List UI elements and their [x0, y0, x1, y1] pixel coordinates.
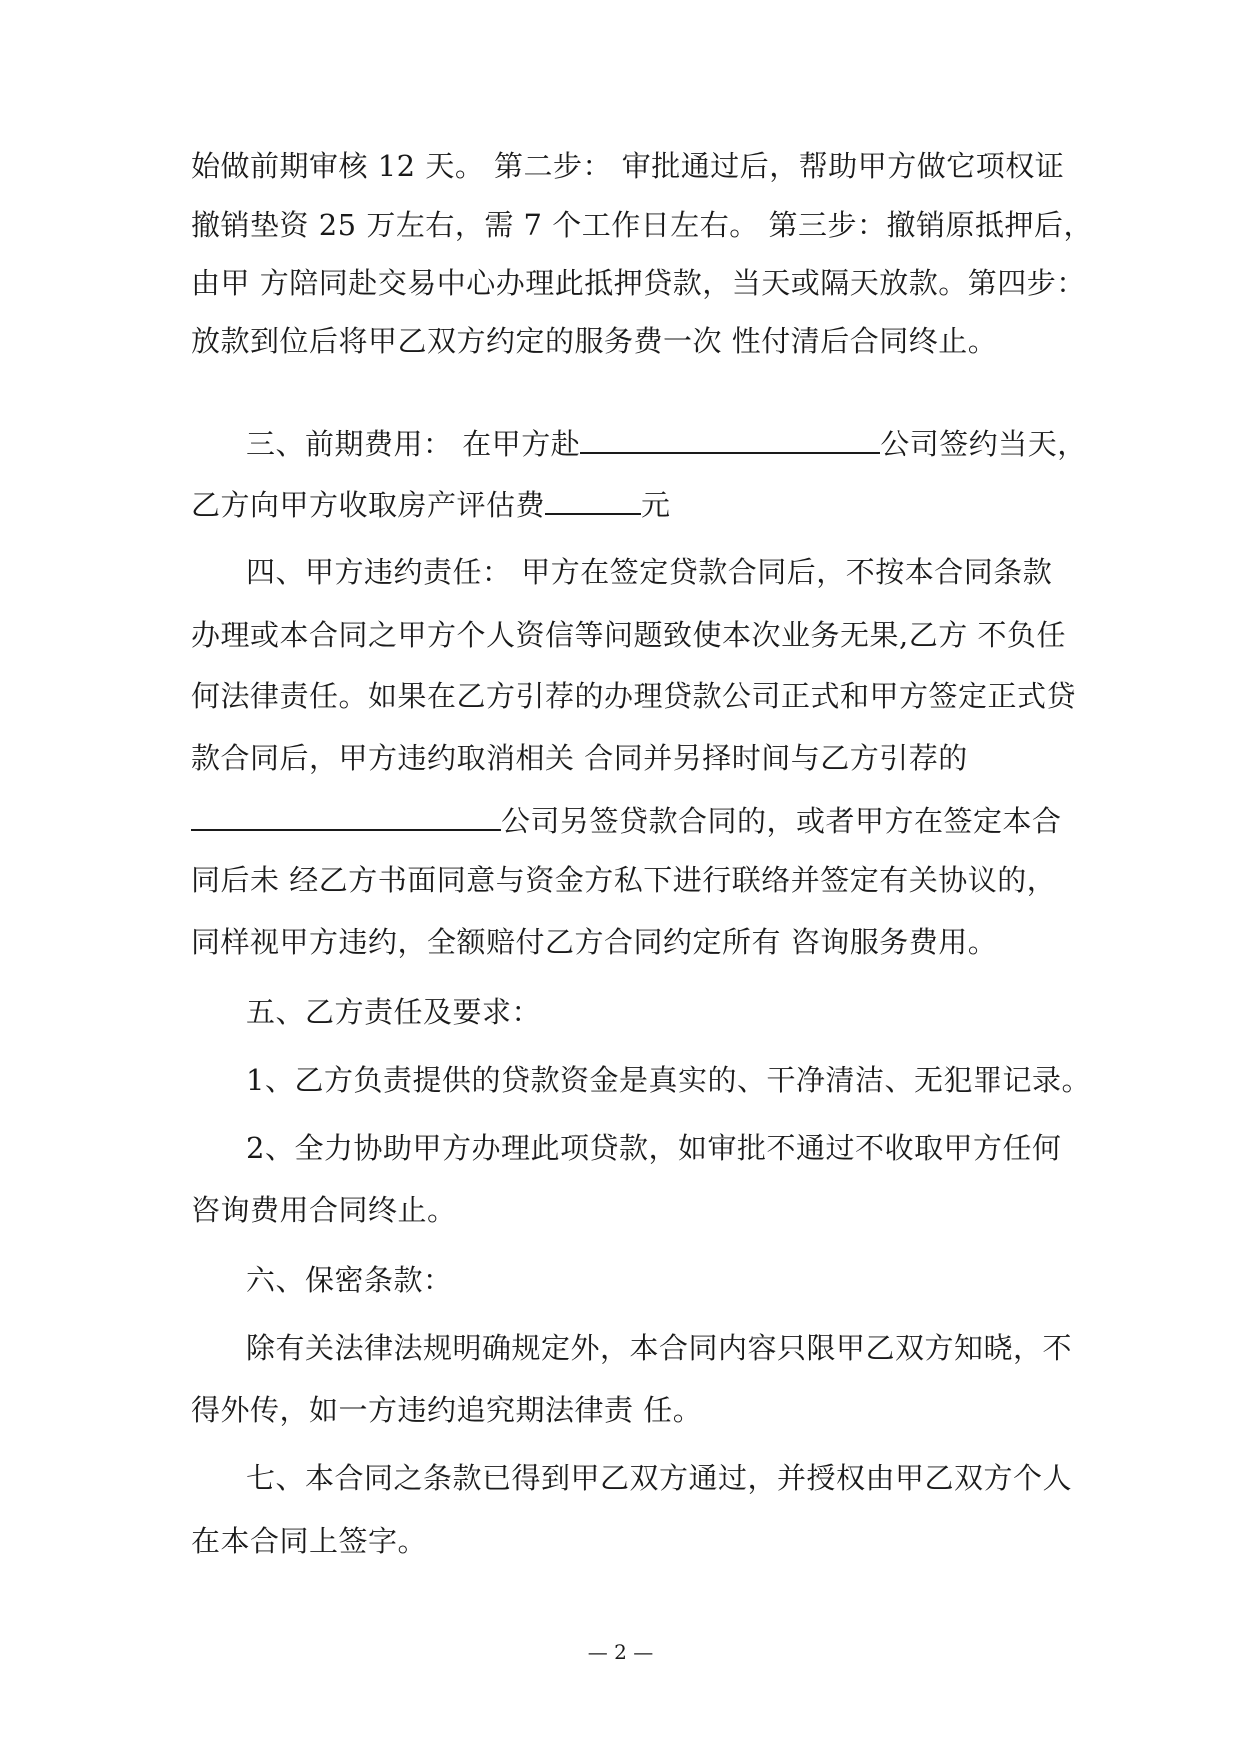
- section-3-line: [246, 422, 1087, 464]
- fee-blank[interactable]: [545, 483, 641, 515]
- paragraph-line: [191, 738, 968, 778]
- paragraph-line: [191, 263, 1086, 303]
- section-7-line: [246, 1458, 1072, 1498]
- text-span: 五、乙方责任及要求：: [246, 995, 542, 1029]
- text-span: 公司另签贷款合同的，或者甲方在签定本合: [501, 804, 1062, 838]
- paragraph-line: [191, 205, 1093, 245]
- section-6-heading: [246, 1260, 453, 1300]
- text-span: 公司签约当天，: [880, 427, 1087, 461]
- company-blank-2[interactable]: [191, 799, 501, 831]
- text-span: 办理或本合同之甲方个人资信等问题致使本次业务无果,乙方 不负任: [191, 618, 1066, 652]
- text-span: 撤销垫资 25 万左右，需 7 个工作日左右。 第三步：撤销原抵押后，: [191, 208, 1093, 242]
- text-span: 1、乙方负责提供的贷款资金是真实的、干净清洁、无犯罪记录。: [246, 1063, 1091, 1097]
- text-span: 元: [641, 488, 671, 522]
- list-item: [246, 1060, 1091, 1100]
- section-4-line: [246, 552, 1052, 592]
- paragraph-line: [191, 922, 997, 962]
- paragraph-line: [191, 321, 997, 361]
- text-span: 由甲 方陪同赴交易中心办理此抵押贷款，当天或隔天放款。第四步：: [191, 266, 1086, 300]
- text-span: 2、全力协助甲方办理此项贷款，如审批不通过不收取甲方任何: [246, 1131, 1062, 1165]
- text-span: 同样视甲方违约，全额赔付乙方合同约定所有 咨询服务费用。: [191, 925, 998, 959]
- text-span: 款合同后，甲方违约取消相关 合同并另择时间与乙方引荐的: [191, 741, 968, 775]
- paragraph-line: [191, 860, 1056, 900]
- text-span: 在本合同上签字。: [191, 1524, 428, 1558]
- text-span: 七、本合同之条款已得到甲乙双方通过，并授权由甲乙双方个人: [246, 1461, 1073, 1495]
- paragraph-line: [191, 1390, 702, 1430]
- text-span: 何法律责任。如果在乙方引荐的办理贷款公司正式和甲方签定正式贷: [191, 679, 1077, 713]
- paragraph-line: [191, 799, 1062, 841]
- section-5-heading: [246, 992, 541, 1032]
- text-span: 六、保密条款：: [246, 1263, 453, 1297]
- text-span: 得外传，如一方违约追究期法律责 任。: [191, 1393, 703, 1427]
- text-span: 除有关法律法规明确规定外，本合同内容只限甲乙双方知晓，不: [246, 1331, 1073, 1365]
- text-span: 放款到位后将甲乙双方约定的服务费一次 性付清后合同终止。: [191, 324, 998, 358]
- paragraph-line: [191, 676, 1076, 716]
- text-span: 始做前期审核 12 天。 第二步： 审批通过后，帮助甲方做它项权证: [191, 149, 1065, 183]
- text-span: 三、前期费用： 在甲方赴: [246, 427, 581, 461]
- text-span: 同后未 经乙方书面同意与资金方私下进行联络并签定有关协议的，: [191, 863, 1057, 897]
- page-number: — 2 —: [587, 1640, 654, 1664]
- list-item: [246, 1128, 1061, 1168]
- paragraph-line: [191, 1190, 457, 1230]
- paragraph-line: [191, 1521, 427, 1561]
- paragraph-line: [246, 1328, 1072, 1368]
- paragraph-line: [191, 615, 1066, 655]
- paragraph-line: [191, 483, 671, 525]
- text-span: 咨询费用合同终止。: [191, 1193, 457, 1227]
- company-blank[interactable]: [580, 422, 880, 454]
- text-span: 四、甲方违约责任： 甲方在签定贷款合同后，不按本合同条款: [246, 555, 1053, 589]
- paragraph-line: [191, 146, 1064, 186]
- text-span: 乙方向甲方收取房产评估费: [191, 488, 546, 522]
